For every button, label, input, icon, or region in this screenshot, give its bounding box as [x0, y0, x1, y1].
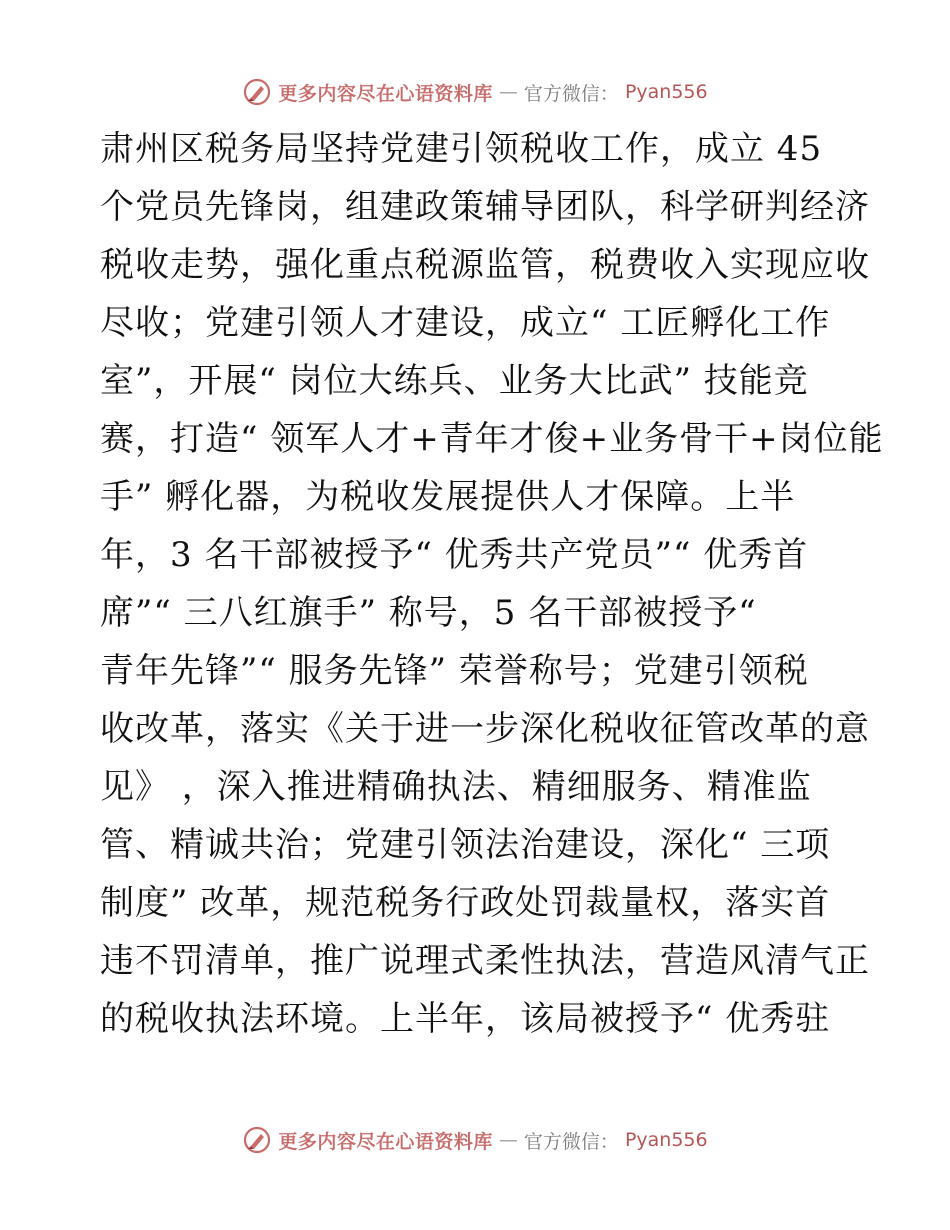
- body-line: 税收走势，强化重点税源监管，税费收入实现应收: [100, 245, 870, 285]
- footer-brand-text: 更多内容尽在心语资料库: [278, 1130, 493, 1153]
- body-line: 违不罚清单，推广说理式柔性执法，营造风清气正: [100, 941, 870, 981]
- body-line: 赛，打造“ 领军人才+青年才俊+业务骨干+岗位能: [100, 419, 884, 459]
- body-line: 年，3 名干部被授予“ 优秀共产党员”“ 优秀首: [100, 535, 809, 575]
- body-line: 制度” 改革，规范税务行政处罚裁量权，落实首: [100, 883, 831, 923]
- pen-nib-logo-icon: [242, 1125, 272, 1155]
- header-wechat-label: 官方微信：: [523, 82, 619, 105]
- body-line: 的税收执法环境。上半年，该局被授予“ 优秀驻: [100, 999, 831, 1039]
- header-wechat-id: Pyan556: [624, 81, 708, 103]
- pen-nib-logo-icon: [242, 77, 272, 107]
- body-line: 手” 孵化器，为税收发展提供人才保障。上半: [100, 477, 796, 517]
- footer-separator: —: [498, 1129, 518, 1151]
- body-line: 青年先锋”“ 服务先锋” 荣誉称号；党建引领税: [100, 651, 809, 691]
- header-separator: —: [498, 81, 518, 103]
- body-line: 个党员先锋岗，组建政策辅导团队，科学研判经济: [100, 187, 870, 227]
- body-line: 肃州区税务局坚持党建引领税收工作，成立 45: [100, 129, 823, 169]
- footer-wechat-id: Pyan556: [624, 1129, 708, 1151]
- document-body: [100, 120, 884, 1048]
- footer-wechat-label: 官方微信：: [523, 1130, 619, 1153]
- body-line: 管、精诚共治；党建引领法治建设，深化“ 三项: [100, 825, 831, 865]
- header-banner: [0, 72, 950, 112]
- footer-banner: [0, 1120, 950, 1160]
- body-line: 见》 ，深入推进精确执法、精细服务、精准监: [100, 767, 812, 807]
- header-brand-text: 更多内容尽在心语资料库: [278, 82, 493, 105]
- body-line: 收改革，落实《关于进一步深化税收征管改革的意: [100, 709, 870, 749]
- body-line: 尽收；党建引领人才建设，成立“ 工匠孵化工作: [100, 303, 831, 343]
- body-line: 席”“ 三八红旗手” 称号，5 名干部被授予“: [100, 593, 757, 633]
- body-line: 室”，开展“ 岗位大练兵、业务大比武” 技能竞: [100, 361, 809, 401]
